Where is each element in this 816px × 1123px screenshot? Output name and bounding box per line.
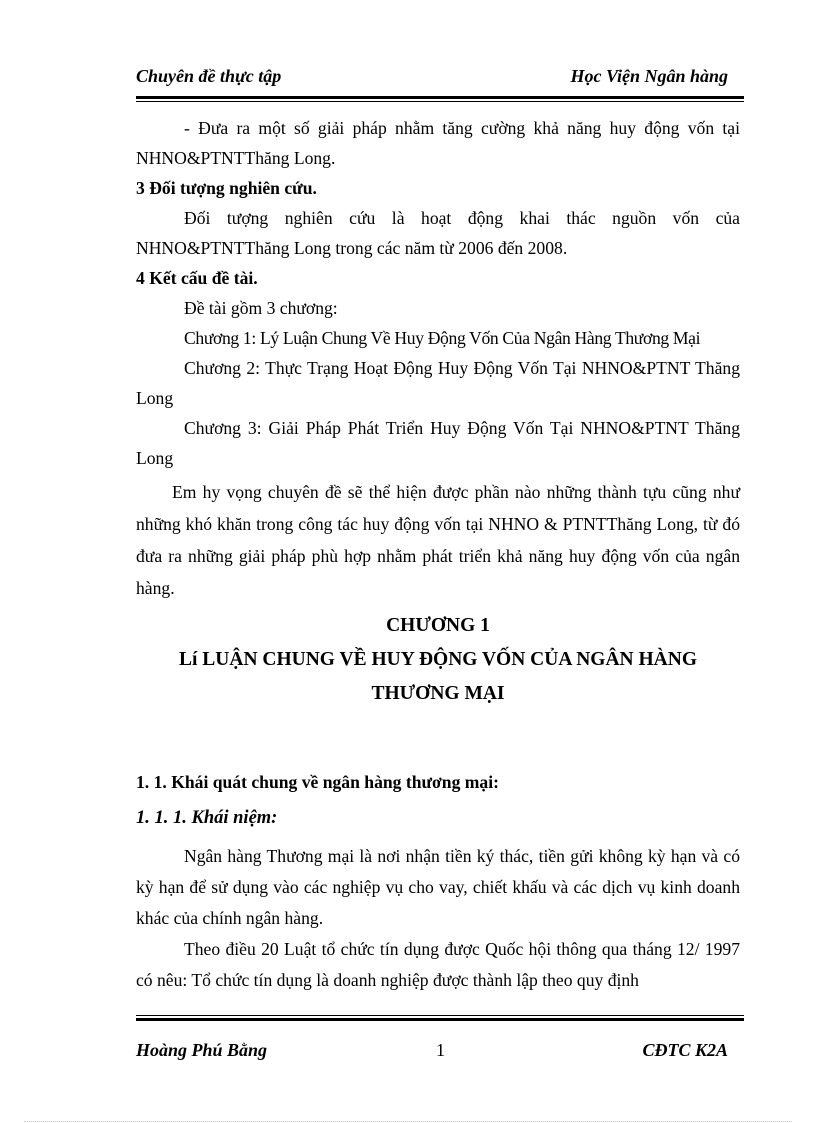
- heading-structure: 4 Kết cấu đề tài.: [136, 268, 258, 288]
- page-edge-dots: [24, 1121, 792, 1122]
- header-left: Chuyên đề thực tập: [136, 66, 282, 86]
- chapter-heading: CHƯƠNG 1: [386, 615, 490, 636]
- header-rule: [136, 96, 744, 102]
- chapter-list-item: Chương 1: Lý Luận Chung Về Huy Động Vốn Của Ngân Hàng Thương Mại: [184, 328, 701, 348]
- page-body: [136, 113, 740, 996]
- page-number: 1: [436, 1040, 445, 1060]
- heading-research-object: 3 Đối tượng nghiên cứu.: [136, 178, 317, 198]
- header-right: Học Viện Ngân hàng: [570, 66, 728, 86]
- structure-intro: Đề tài gồm 3 chương:: [184, 298, 338, 318]
- section-heading: 1. 1. Khái quát chung về ngân hàng thương mại:: [136, 772, 499, 792]
- research-object-text: Đối tượng nghiên cứu là hoạt động khai thác nguồn vốn của NHNO&PTNTThăng Long trong các năm từ 2006 đến 2008.: [136, 208, 740, 258]
- bullet-solution: - Đưa ra một số giải pháp nhằm tăng cường khả năng huy động vốn tại NHNO&PTNTThăng Long.: [136, 118, 740, 168]
- footer-class-code: CĐTC K2A: [642, 1040, 728, 1060]
- chapter-list-item: Chương 3: Giải Pháp Phát Triển Huy Động Vốn Tại NHNO&PTNT Thăng Long: [136, 418, 740, 468]
- hope-paragraph: Em hy vọng chuyên đề sẽ thể hiện được phần nào những thành tựu cũng như những khó khăn trong công tác huy động vốn tại NHNO & PTNTThăng Long, từ đó đưa ra những giải pháp phù hợp nhằm phát triển khả năng huy động vốn của ngân hàng.: [136, 482, 740, 598]
- chapter-list-item: Chương 2: Thực Trạng Hoạt Động Huy Động Vốn Tại NHNO&PTNT Thăng Long: [136, 358, 740, 408]
- footer-author: Hoàng Phú Bằng: [136, 1040, 268, 1060]
- law-paragraph: Theo điều 20 Luật tổ chức tín dụng được Quốc hội thông qua tháng 12/ 1997 có nêu: Tổ chức tín dụng là doanh nghiệp được thành lập theo quy định: [136, 939, 740, 990]
- definition-paragraph: Ngân hàng Thương mại là nơi nhận tiền ký thác, tiền gửi không kỳ hạn và có kỳ hạn để sử dụng vào các nghiệp vụ cho vay, chiết khấu và các dịch vụ kinh doanh khác của chính ngân hàng.: [136, 846, 740, 928]
- footer-rule: [136, 1015, 744, 1021]
- subsection-heading: 1. 1. 1. Khái niệm:: [136, 808, 278, 828]
- chapter-title: Lí LUẬN CHUNG VỀ HUY ĐỘNG VỐN CỦA NGÂN HÀNG THƯƠNG MẠI: [178, 649, 698, 704]
